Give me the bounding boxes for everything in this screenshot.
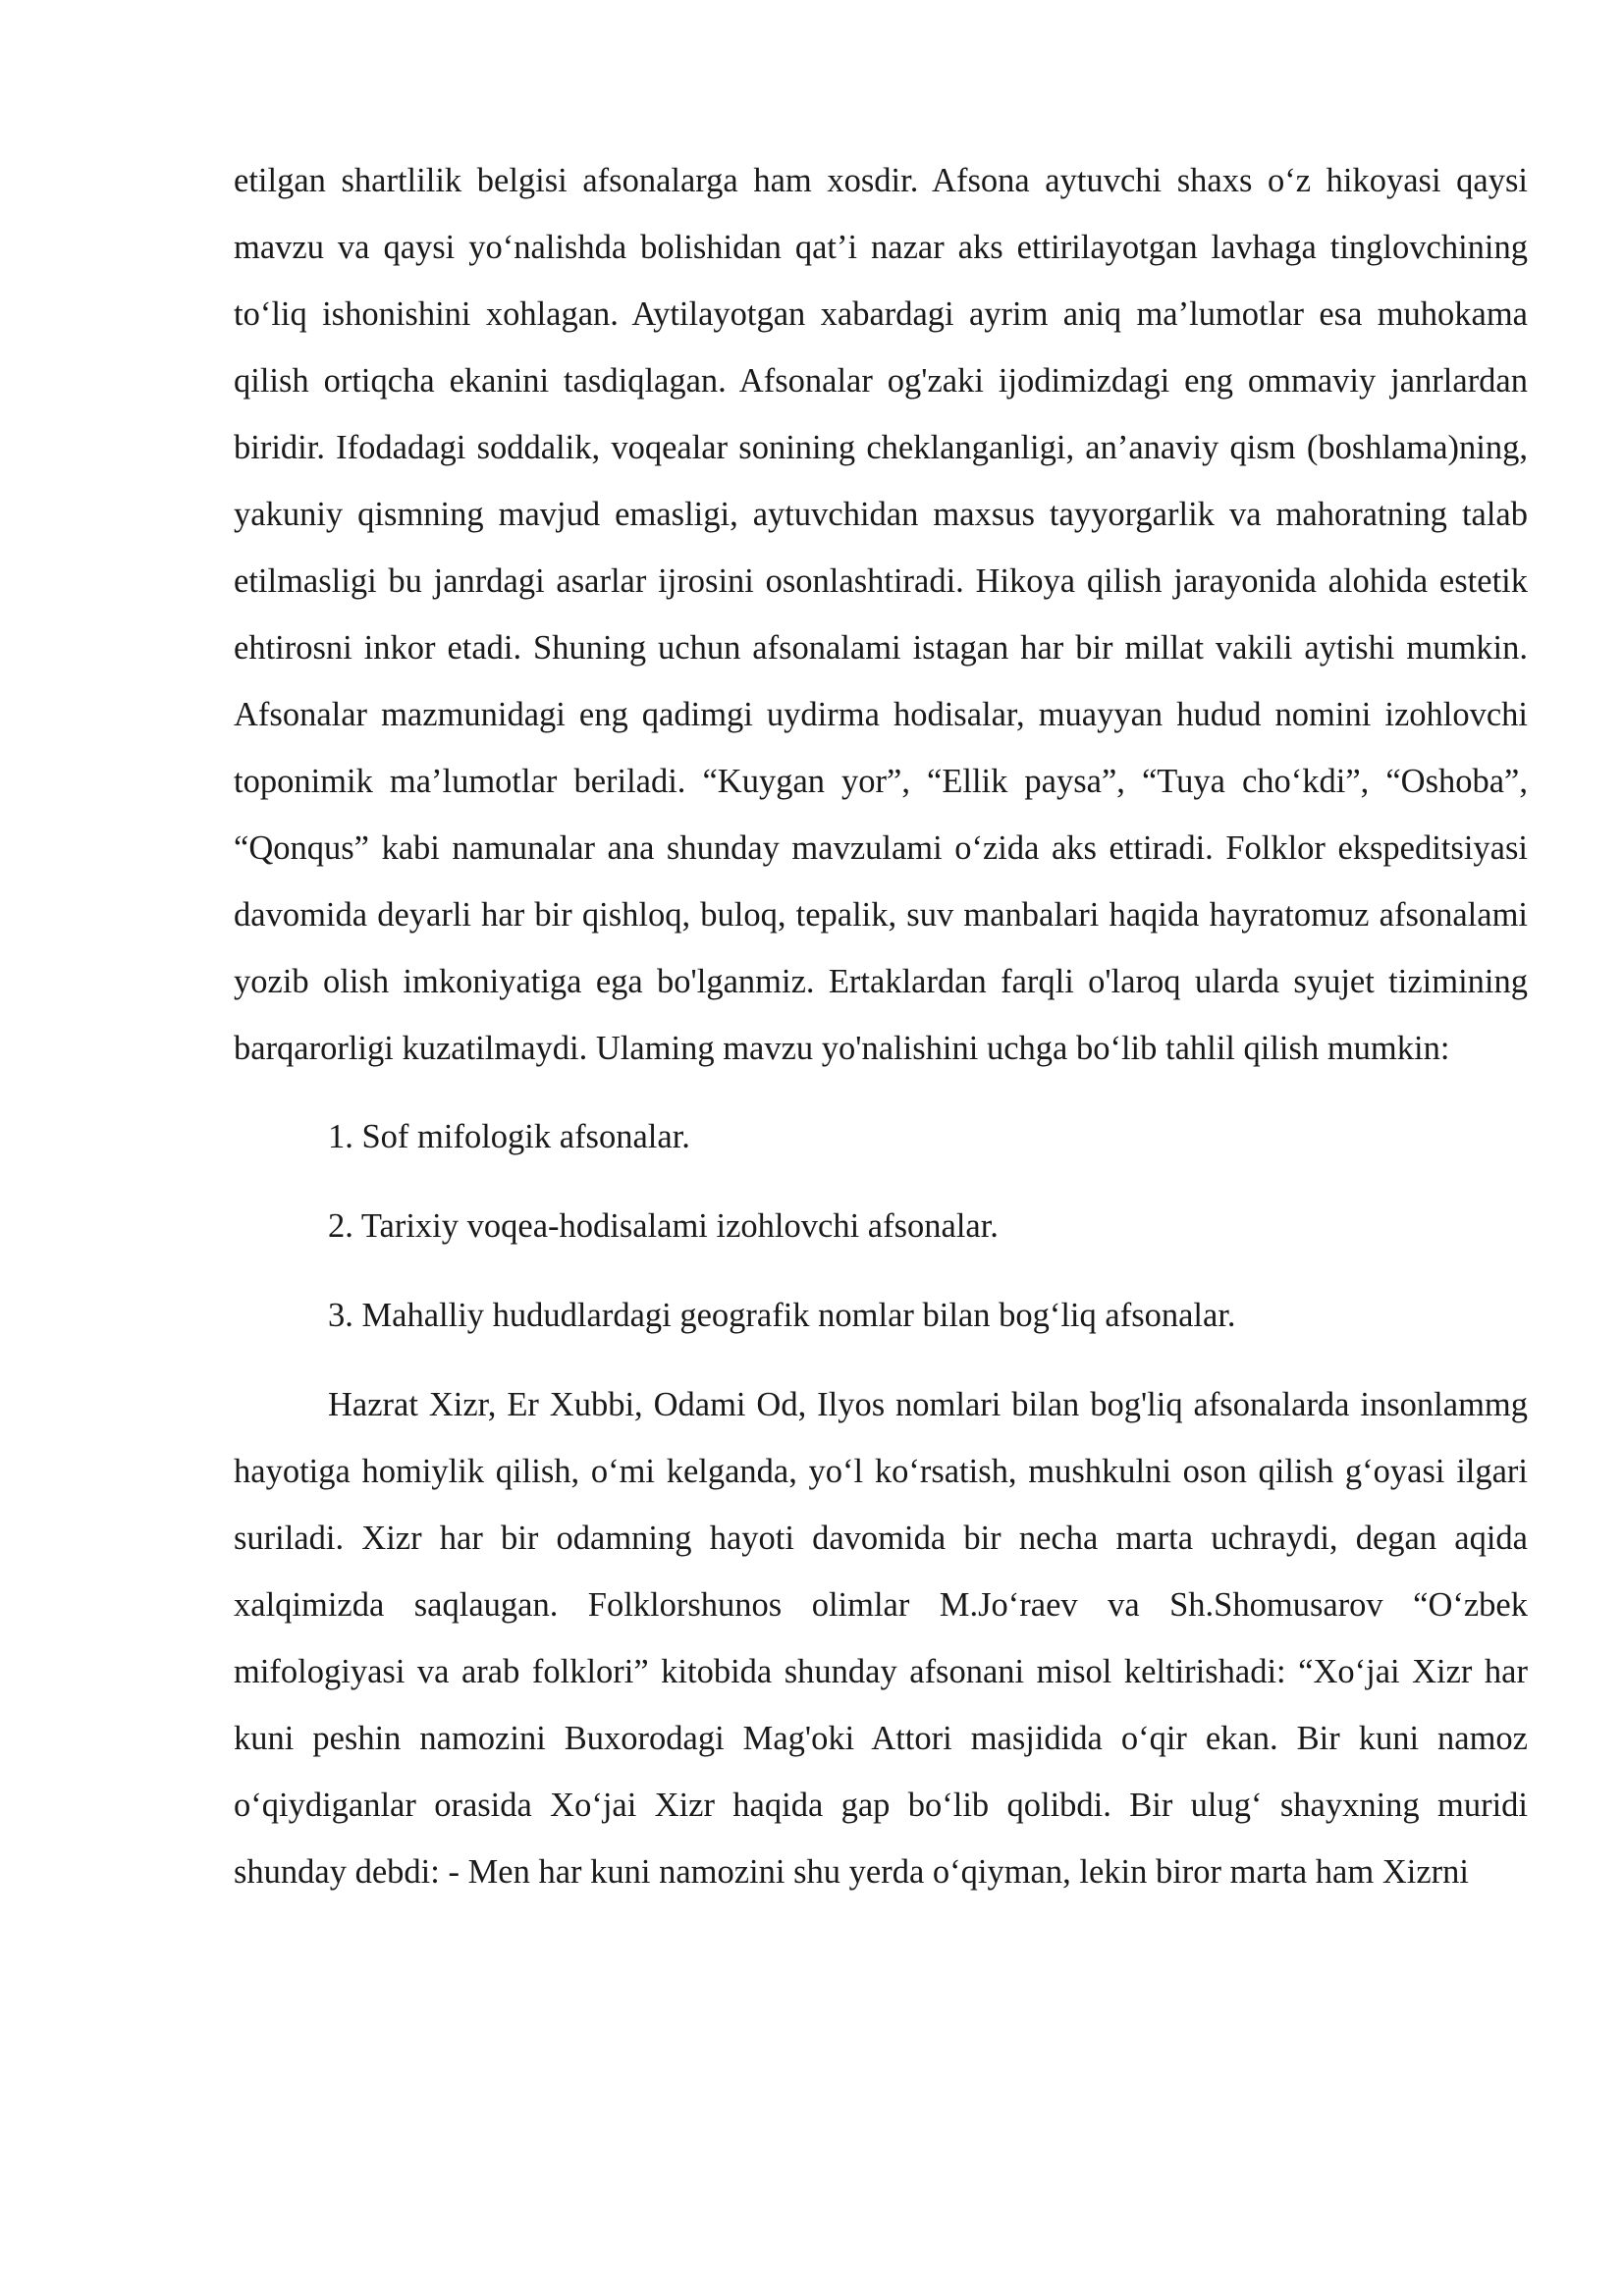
list-item: 1. Sof mifologik afsonalar. (328, 1118, 690, 1155)
afsona-types-list (234, 1103, 1528, 1349)
paragraph-xizr: Hazrat Xizr, Er Xubbi, Odami Od, Ilyos nomlari bilan bog'liq afsonalarda insonlammg hayotiga homiylik qilish, o‘mi kelganda, yo‘l ko‘rsatish, mushkulni oson qilish g‘oyasi ilgari suriladi. Xizr har bir odamning hayoti davomida bir necha marta uchraydi, degan aqida xalqimizda saqlaugan. Folklorshunos olimlar M.Jo‘raev va Sh.Shomusarov “O‘zbek mifologiyasi va arab folklori” kitobida shunday afsonani misol keltirishadi: “Xo‘jai Xizr har kuni peshin namozini Buxorodagi Mag'oki Attori masjidida o‘qir ekan. Bir kuni namoz o‘qiydiganlar orasida Xo‘jai Xizr haqida gap bo‘lib qolibdi. Bir ulug‘ shayxning muridi shunday debdi: - Men har kuni namozini shu yerda o‘qiyman, lekin biror marta ham Xizrni (234, 1386, 1528, 1891)
list-item: 2. Tarixiy voqea-hodisalami izohlovchi afsonalar. (328, 1207, 999, 1245)
list-item: 3. Mahalliy hududlardagi geografik nomlar bilan bog‘liq afsonalar. (328, 1297, 1236, 1334)
document-page (234, 147, 1528, 1905)
paragraph-intro: etilgan shartlilik belgisi afsonalarga ham xosdir. Afsona aytuvchi shaxs o‘z hikoyasi qaysi mavzu va qaysi yo‘nalishda bolishidan qat’i nazar aks ettirilayotgan lavhaga tinglovchining to‘liq ishonishini xohlagan. Aytilayotgan xabardagi ayrim aniq ma’lumotlar esa muhokama qilish ortiqcha ekanini tasdiqlagan. Afsonalar og'zaki ijodimizdagi eng ommaviy janrlardan biridir. Ifodadagi soddalik, voqealar sonining cheklanganligi, an’anaviy qism (boshlama)ning, yakuniy qismning mavjud emasligi, aytuvchidan maxsus tayyorgarlik va mahoratning talab etilmasligi bu janrdagi asarlar ijrosini osonlashtiradi. Hikoya qilish jarayonida alohida estetik ehtirosni inkor etadi. Shuning uchun afsonalami istagan har bir millat vakili aytishi mumkin. Afsonalar mazmunidagi eng qadimgi uydirma hodisalar, muayyan hudud nomini izohlovchi toponimik ma’lumotlar beriladi. “Kuygan yor”, “Ellik paysa”, “Tuya cho‘kdi”, “Oshoba”, “Qonqus” kabi namunalar ana shunday mavzulami o‘zida aks ettiradi. Folklor ekspeditsiyasi davomida deyarli har bir qishloq, buloq, tepalik, suv manbalari haqida hayratomuz afsonalami yozib olish imkoniyatiga ega bo'lganmiz. Ertaklardan farqli o'laroq ularda syujet tizimining barqarorligi kuzatilmaydi. Ulaming mavzu yo'nalishini uchga bo‘lib tahlil qilish mumkin: (234, 162, 1528, 1067)
